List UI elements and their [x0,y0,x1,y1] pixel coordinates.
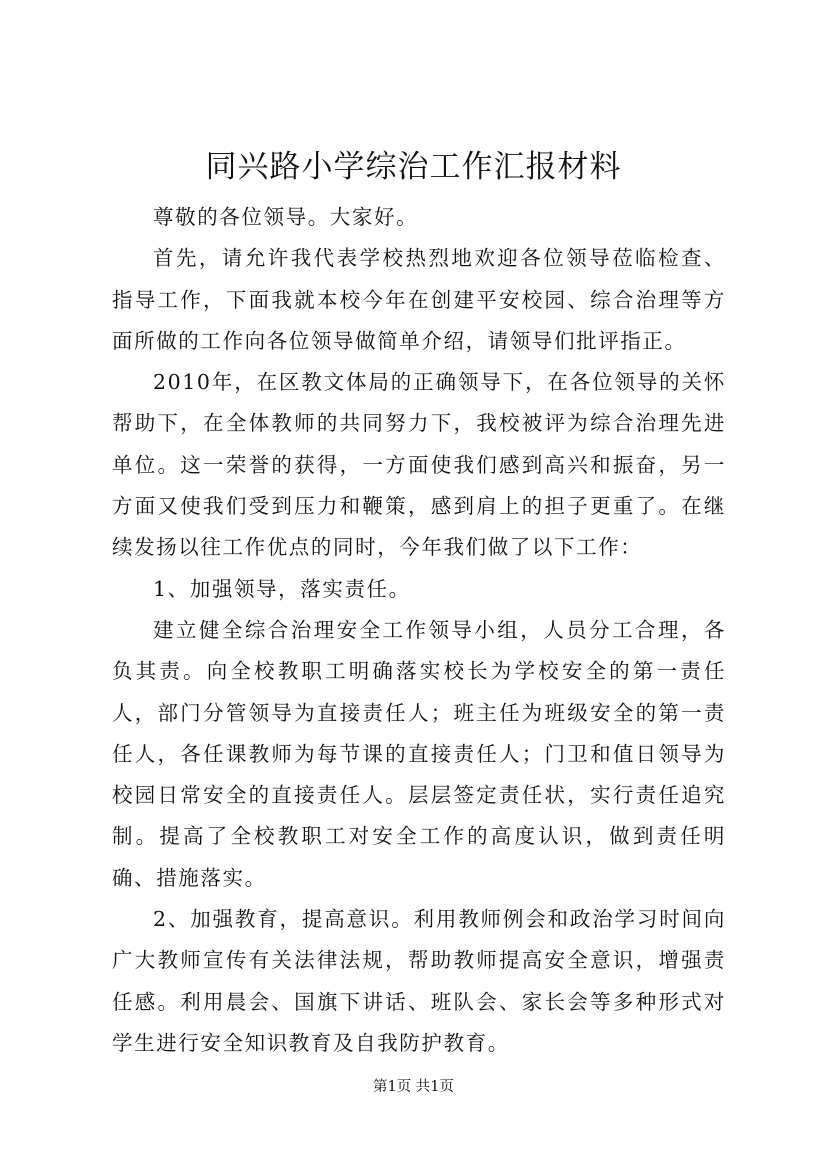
section-heading-leadership: 1、加强领导，落实责任。 [153,576,411,601]
paragraph-greeting: 尊敬的各位领导。大家好。 [153,205,419,229]
document-body [112,197,726,1064]
paragraph-welcome: 首先，请允许我代表学校热烈地欢迎各位领导莅临检查、指导工作，下面我就本校今年在创建平安校园、综合治理等方面所做的工作向各位领导做简单介绍，请领导们批评指正。 [112,246,726,353]
paragraph-education: 2、加强教育，提高意识。利用教师例会和政治学习时间向广大教师宣传有关法律法规，帮助教师提高安全意识，增强责任感。利用晨会、国旗下讲话、班队会、家长会等多种形式对学生进行安全知识教育及自我防护教育。 [112,907,726,1055]
paragraph-achievement: 2010年，在区教文体局的正确领导下，在各位领导的关怀帮助下，在全体教师的共同努力下，我校被评为综合治理先进单位。这一荣誉的获得，一方面使我们感到高兴和振奋，另一方面又使我们受到压力和鞭策，感到肩上的担子更重了。在继续发扬以往工作优点的同时，今年我们做了以下工作： [112,370,726,560]
page-footer: 第1页 共1页 [372,1079,455,1095]
paragraph-responsibility: 建立健全综合治理安全工作领导小组，人员分工合理，各负其责。向全校教职工明确落实校长为学校安全的第一责任人，部门分管领导为直接责任人；班主任为班级安全的第一责任人，各任课教师为每节课的直接责任人；门卫和值日领导为校园日常安全的直接责任人。层层签定责任状，实行责任追究制。提高了全校教职工对安全工作的高度认识，做到责任明确、措施落实。 [112,617,726,890]
document-title: 同兴路小学综治工作汇报材料 [205,149,622,185]
